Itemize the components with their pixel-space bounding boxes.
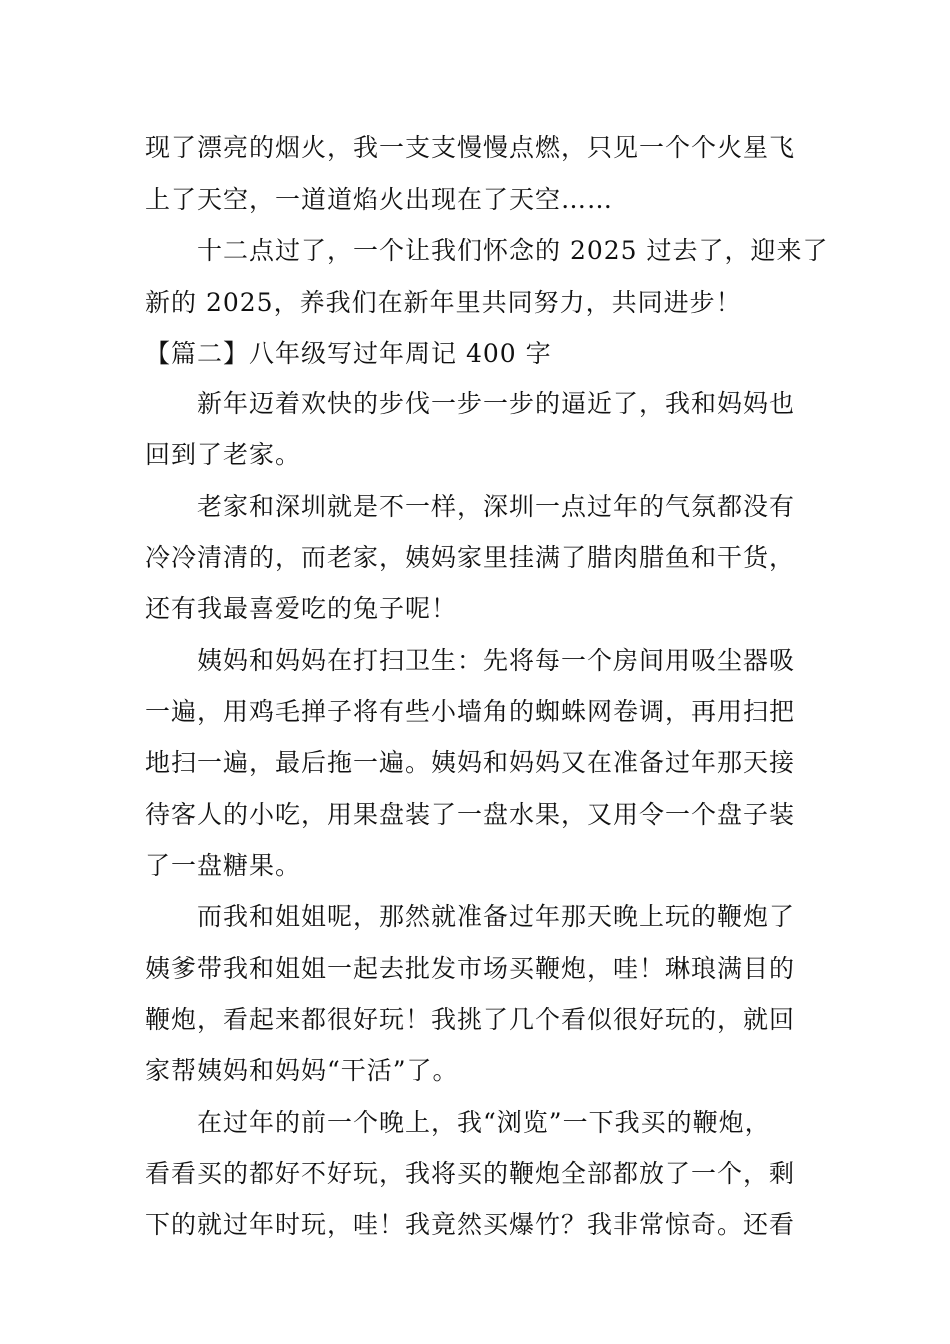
text-line: 在过年的前一个晚上，我“浏览”一下我买的鞭炮， (197, 1108, 771, 1137)
section-heading: 【篇二】八年级写过年周记 400 字 (145, 339, 552, 368)
text-line: 十二点过了，一个让我们怀念的 2025 过去了，迎来了 (197, 236, 829, 265)
text-line: 一遍，用鸡毛掸子将有些小墙角的蜘蛛网卷调，再用扫把 (145, 697, 796, 726)
text-line: 了一盘糖果。 (145, 851, 302, 880)
text-line: 上了天空，一道道焰火出现在了天空…… (145, 185, 614, 214)
text-line: 老家和深圳就是不一样，深圳一点过年的气氛都没有 (197, 492, 796, 521)
text-line: 下的就过年时玩，哇！我竟然买爆竹？我非常惊奇。还看 (145, 1210, 796, 1239)
text-line: 而我和姐姐呢，那然就准备过年那天晚上玩的鞭炮了 (197, 902, 796, 931)
text-line: 家帮姨妈和妈妈“干活”了。 (145, 1056, 459, 1085)
text-line: 地扫一遍，最后拖一遍。姨妈和妈妈又在准备过年那天接 (145, 748, 796, 777)
text-line: 回到了老家。 (145, 440, 302, 469)
text-line: 待客人的小吃，用果盘装了一盘水果，又用令一个盘子装 (145, 800, 796, 829)
text-line: 姨妈和妈妈在打扫卫生：先将每一个房间用吸尘器吸 (197, 646, 796, 675)
text-line: 冷冷清清的，而老家，姨妈家里挂满了腊肉腊鱼和干货， (145, 543, 796, 572)
text-line: 鞭炮，看起来都很好玩！我挑了几个看似很好玩的，就回 (145, 1005, 796, 1034)
text-line: 看看买的都好不好玩，我将买的鞭炮全部都放了一个，剩 (145, 1159, 796, 1188)
text-line: 姨爹带我和姐姐一起去批发市场买鞭炮，哇！琳琅满目的 (145, 954, 796, 983)
text-line: 现了漂亮的烟火，我一支支慢慢点燃，只见一个个火星飞 (145, 133, 796, 162)
text-line: 还有我最喜爱吃的兔子呢！ (145, 594, 458, 623)
text-line: 新的 2025，养我们在新年里共同努力，共同进步！ (145, 288, 742, 317)
text-line: 新年迈着欢快的步伐一步一步的逼近了，我和妈妈也 (197, 389, 796, 418)
